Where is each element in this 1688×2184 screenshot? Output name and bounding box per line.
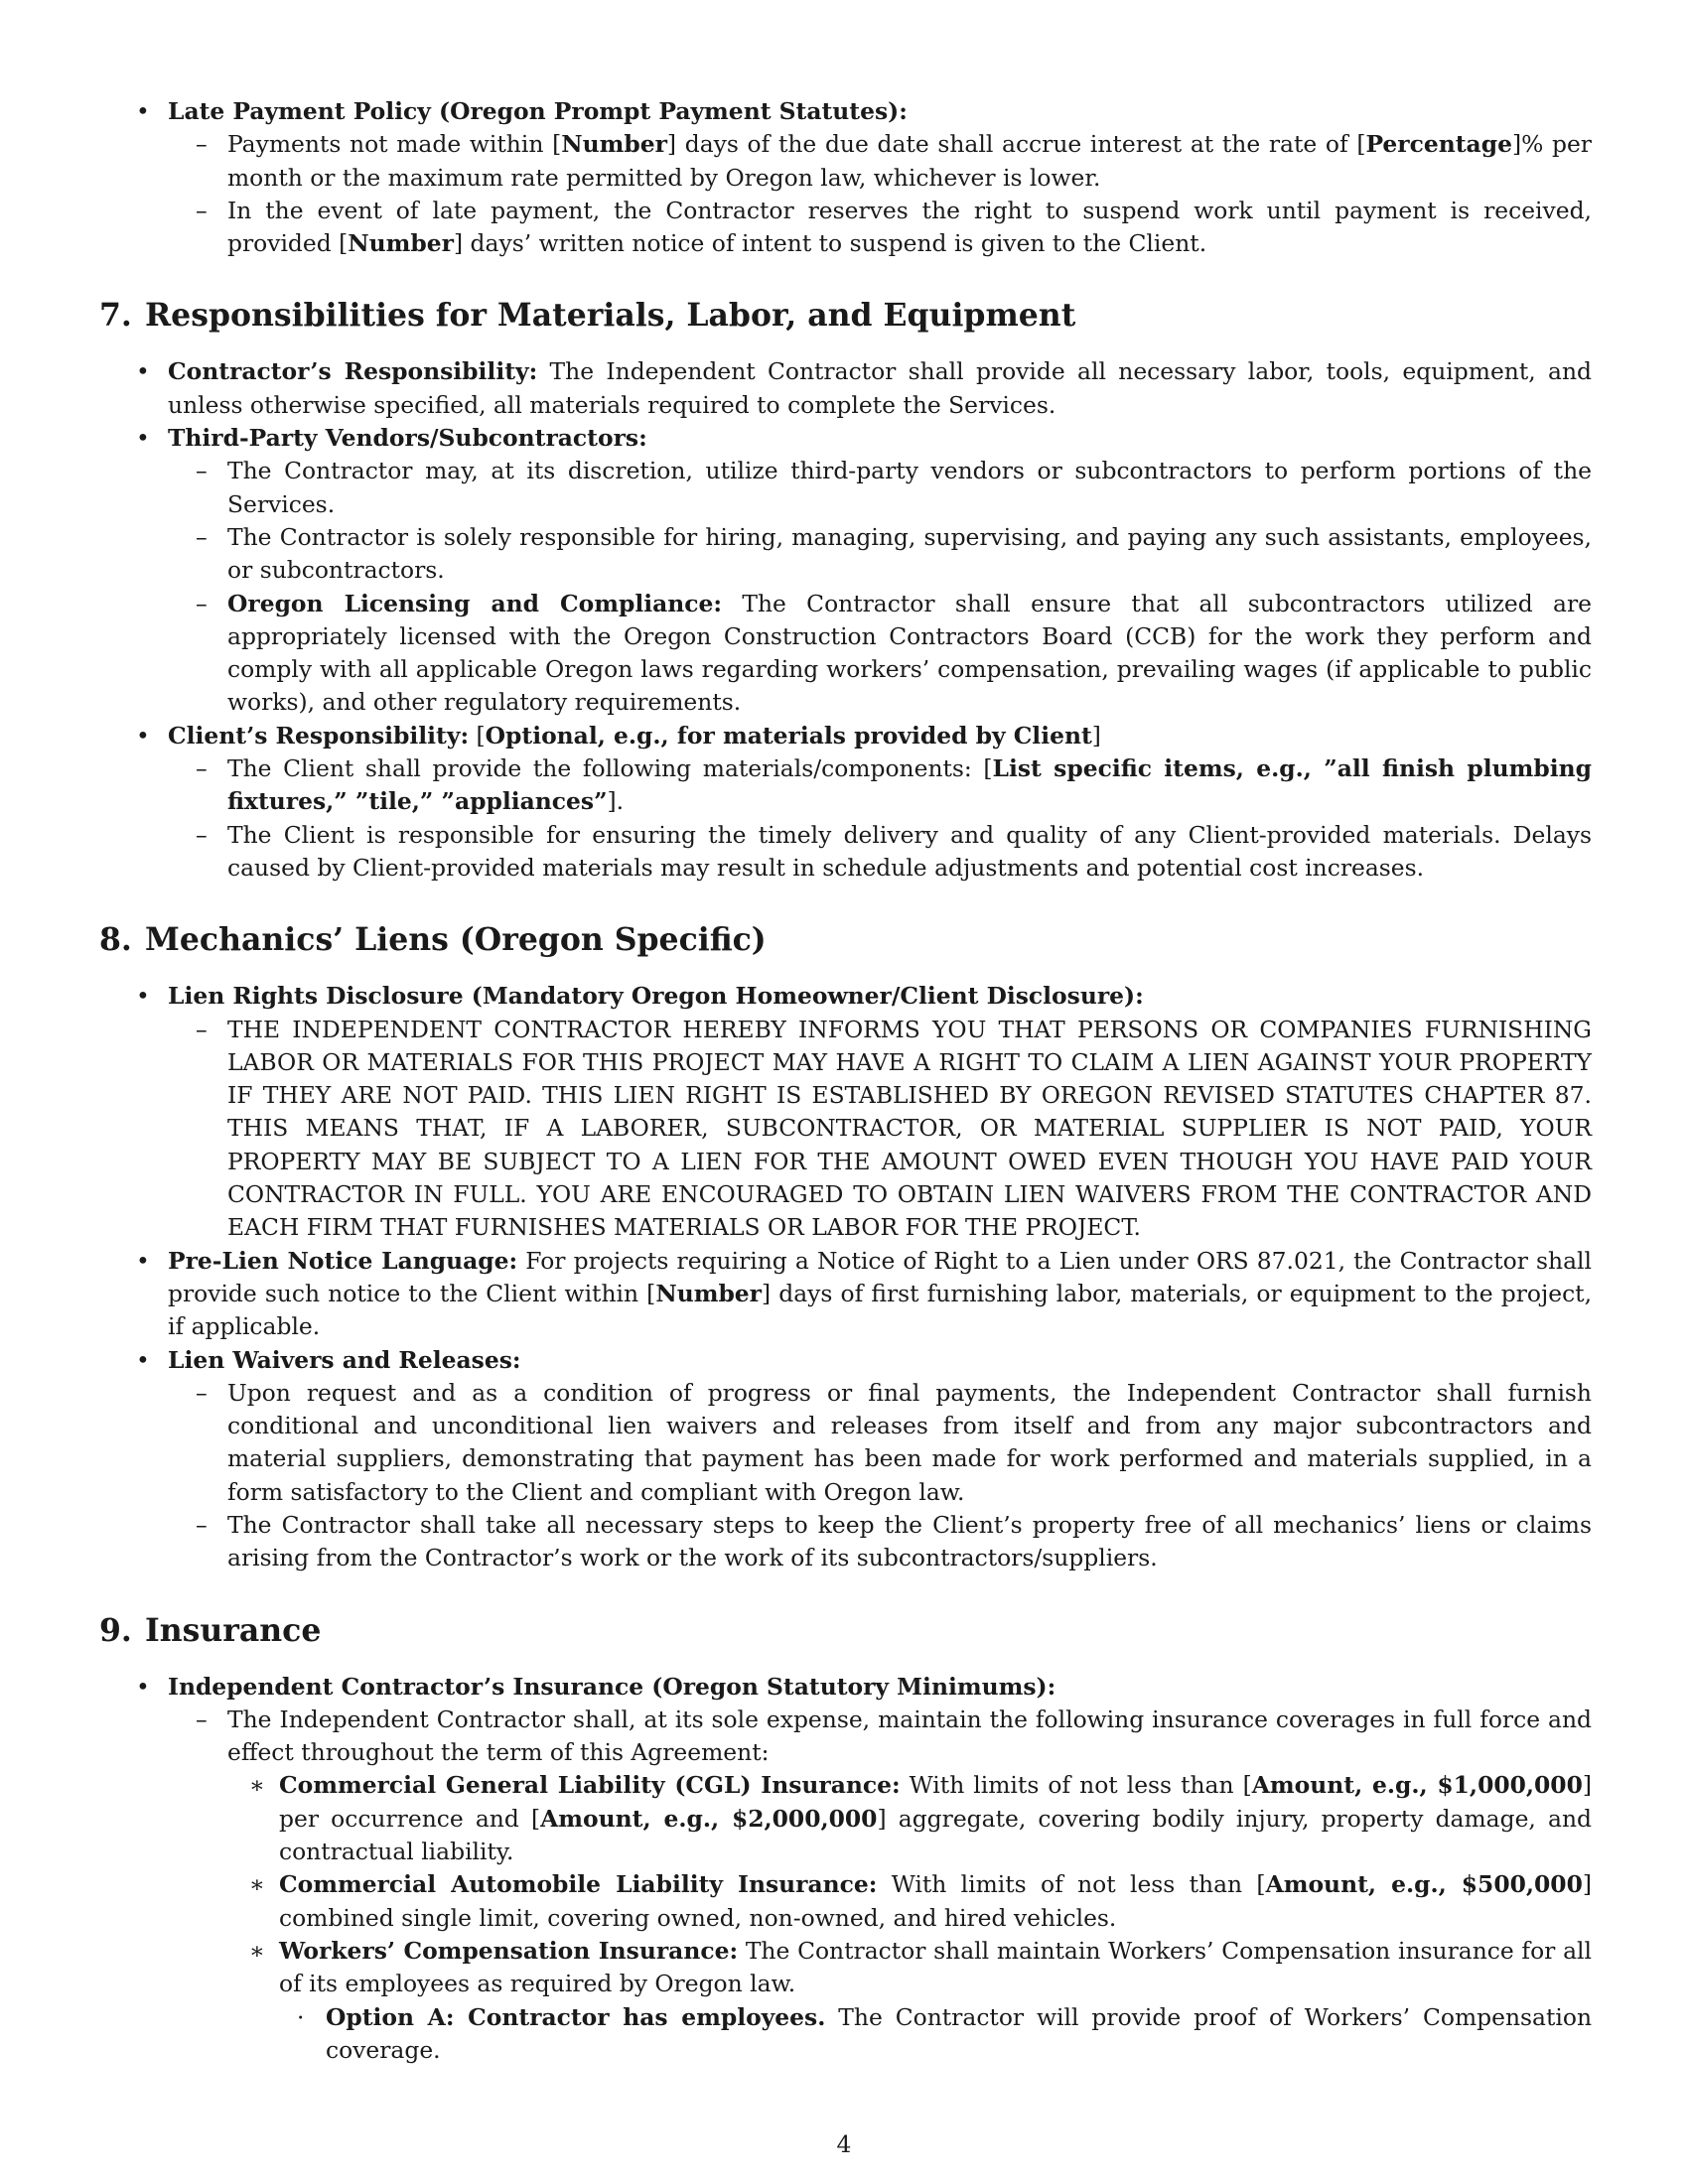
document-page	[99, 95, 1592, 2067]
section-9-title	[99, 1611, 1592, 1651]
third-party-item-1	[99, 455, 1592, 521]
bullet-marker: •	[136, 1246, 150, 1275]
label: Oregon Licensing and Compliance:	[227, 589, 723, 617]
workers-comp-insurance	[99, 1935, 1592, 2001]
text: The Contractor shall take all necessary steps to keep the Client’s property free of all mechanics’ liens or claims arising from the Contractor’s work or the work of its subcontractors/suppliers.	[227, 1510, 1592, 1572]
text: THE INDEPENDENT CONTRACTOR HEREBY INFORMS YOU THAT PERSONS OR COMPANIES FURNISHING LABOR OR MATERIALS FOR THIS PROJECT MAY HAVE A RIGHT TO CLAIM A LIEN AGAINST YOUR PROPERTY IF THEY ARE NOT PAID. THIS LIEN RIGHT IS ESTABLISHED BY OREGON REVISED STATUTES CHAPTER 87. THIS MEANS THAT, IF A LABORER, SUBCONTRACTOR, OR MATERIAL SUPPLIER IS NOT PAID, YOUR PROPERTY MAY BE SUBJECT TO A LIEN FOR THE AMOUNT OWED EVEN THOUGH YOU HAVE PAID YOUR CONTRACTOR IN FULL. YOU ARE ENCOURAGED TO OBTAIN LIEN WAIVERS FROM THE CONTRACTOR AND EACH FIRM THAT FURNISHES MATERIALS OR LABOR FOR THE PROJECT.	[227, 1015, 1592, 1242]
bullet-marker: •	[136, 424, 150, 453]
dash-marker: –	[196, 196, 208, 224]
late-payment-item-2	[99, 195, 1592, 261]
text: ] days of the due date shall accrue interest at the rate of [	[666, 130, 1366, 159]
section-number: 8.	[99, 921, 132, 959]
label: Commercial General Liability (CGL) Insurance:	[279, 1771, 901, 1800]
lien-waivers-item-1	[99, 1377, 1592, 1509]
dash-marker: –	[196, 1015, 208, 1043]
text: The Client shall provide the following materials/components: [	[227, 754, 993, 783]
client-item-1	[99, 752, 1592, 819]
placeholder: Percentage	[1365, 130, 1512, 159]
text: The Client is responsible for ensuring the timely delivery and quality of any Client-provided materials. Delays caused by Client-provided materials may result in schedule adjustments and potential cost increases.	[227, 820, 1592, 882]
label: Workers’ Compensation Insurance:	[279, 1936, 739, 1965]
dash-marker: –	[196, 589, 208, 617]
bullet-marker: •	[136, 982, 150, 1011]
late-payment-heading: Late Payment Policy (Oregon Prompt Payment Statutes):	[168, 97, 908, 125]
label: Pre-Lien Notice Language:	[168, 1246, 518, 1275]
late-payment-item-1	[99, 128, 1592, 195]
late-payment-bullet	[99, 95, 1592, 128]
label: Independent Contractor’s Insurance (Oregon Statutory Minimums):	[168, 1672, 1056, 1701]
lien-disclosure-text	[99, 1014, 1592, 1245]
third-party-item-2	[99, 521, 1592, 588]
third-party-bullet	[99, 422, 1592, 455]
section-title-text: Responsibilities for Materials, Labor, and Equipment	[145, 297, 1076, 335]
section-number: 9.	[99, 1611, 132, 1649]
text: For projects requiring a Notice of Right to a Lien under ORS 87.021, the Contractor shall provide such notice to the Client within [	[168, 1246, 1592, 1307]
text: The Contractor will provide proof of Workers’ Compensation coverage.	[326, 2002, 1593, 2064]
bullet-marker: •	[136, 721, 150, 750]
dot-marker: ·	[297, 2002, 305, 2031]
placeholder: Amount, e.g., $1,000,000	[1251, 1771, 1583, 1800]
insurance-intro	[99, 1704, 1592, 1770]
label: Option A: Contractor has employees.	[326, 2002, 826, 2031]
text: The Independent Contractor shall provide all necessary labor, tools, equipment, and unless otherwise specified, all materials required to complete the Services.	[168, 357, 1592, 419]
text: The Contractor shall ensure that all subcontractors utilized are appropriately licensed with the Oregon Construction Contractors Board (CCB) for the work they perform and comply with all applicable Oregon laws regarding workers’ compensation, prevailing wages (if applicable to public works), and other regulatory requirements.	[227, 589, 1592, 717]
lien-waivers-item-2	[99, 1509, 1592, 1575]
text: With limits of not less than [	[877, 1870, 1266, 1899]
contractor-insurance-bullet	[99, 1671, 1592, 1704]
text: Upon request and as a condition of progress or final payments, the Independent Contractor shall furnish conditional and unconditional lien waivers and releases from itself and from any major subcontractors and material suppliers, demonstrating that payment has been made for work performed and materials supplied, in a form satisfactory to the Client and compliant with Oregon law.	[227, 1378, 1592, 1506]
text: ] days’ written notice of intent to suspend is given to the Client.	[454, 229, 1207, 258]
bullet-marker: •	[136, 1672, 150, 1701]
dash-marker: –	[196, 754, 208, 783]
dash-marker: –	[196, 522, 208, 551]
label: Lien Waivers and Releases:	[168, 1345, 521, 1374]
section-8-title	[99, 920, 1592, 960]
text: ]% per month or the maximum rate permitted by Oregon law, whichever is lower.	[227, 130, 1592, 192]
label: Third-Party Vendors/Subcontractors:	[168, 424, 647, 453]
dash-marker: –	[196, 820, 208, 849]
placeholder: List specific items, e.g., ”all finish plumbing fixtures,” ”tile,” ”appliances”	[227, 754, 1592, 816]
asterisk-marker: ∗	[249, 1771, 265, 1800]
auto-insurance	[99, 1868, 1592, 1935]
bullet-marker: •	[136, 1345, 150, 1374]
text: Payments not made within [	[227, 130, 562, 159]
asterisk-marker: ∗	[249, 1870, 265, 1899]
lien-disclosure-bullet	[99, 980, 1592, 1013]
text: The Contractor may, at its discretion, utilize third-party vendors or subcontractors to perform portions of the Services.	[227, 457, 1592, 518]
label: Lien Rights Disclosure (Mandatory Oregon Homeowner/Client Disclosure):	[168, 982, 1144, 1011]
dash-marker: –	[196, 1378, 208, 1407]
section-title-text: Insurance	[145, 1611, 322, 1649]
text: The Contractor is solely responsible for hiring, managing, supervising, and paying any such assistants, employees, or subcontractors.	[227, 522, 1592, 585]
bullet-marker: •	[136, 357, 150, 386]
section-7-title	[99, 296, 1592, 336]
dash-marker: –	[196, 130, 208, 159]
text: With limits of not less than [	[900, 1771, 1252, 1800]
text: ] combined single limit, covering owned, non-owned, and hired vehicles.	[279, 1870, 1592, 1932]
label: Client’s Responsibility:	[168, 721, 470, 750]
text: The Independent Contractor shall, at its sole expense, maintain the following insurance coverages in full force and effect throughout the term of this Agreement:	[227, 1705, 1592, 1767]
text: ] per occurrence and [	[279, 1771, 1593, 1833]
label: Contractor’s Responsibility:	[168, 357, 538, 386]
label: Commercial Automobile Liability Insurance:	[279, 1870, 878, 1899]
licensing-compliance	[99, 588, 1592, 720]
placeholder: Amount, e.g., $500,000	[1265, 1870, 1583, 1899]
client-responsibility	[99, 720, 1592, 752]
text: ].	[607, 787, 625, 816]
lien-waivers-bullet	[99, 1344, 1592, 1377]
dash-marker: –	[196, 1705, 208, 1733]
dash-marker: –	[196, 457, 208, 485]
section-title-text: Mechanics’ Liens (Oregon Specific)	[145, 921, 767, 959]
page-number: 4	[836, 2130, 852, 2158]
client-item-2	[99, 819, 1592, 886]
text: ]	[1091, 721, 1101, 750]
text: [	[469, 721, 486, 750]
placeholder: Number	[348, 229, 454, 258]
dash-marker: –	[196, 1510, 208, 1539]
placeholder: Amount, e.g., $2,000,000	[540, 1804, 878, 1833]
asterisk-marker: ∗	[249, 1936, 265, 1965]
cgl-insurance	[99, 1769, 1592, 1868]
text: ] aggregate, covering bodily injury, property damage, and contractual liability.	[279, 1804, 1593, 1866]
section-number: 7.	[99, 297, 132, 335]
text: The Contractor shall maintain Workers’ Compensation insurance for all of its employees as required by Oregon law.	[279, 1936, 1592, 1998]
text: ] days of first furnishing labor, materials, or equipment to the project, if applicable.	[168, 1279, 1592, 1341]
bullet-marker: •	[136, 97, 150, 125]
placeholder: Optional, e.g., for materials provided by Client	[485, 721, 1092, 750]
option-a	[99, 2001, 1592, 2068]
placeholder: Number	[655, 1279, 763, 1307]
placeholder: Number	[561, 130, 667, 159]
text: In the event of late payment, the Contractor reserves the right to suspend work until payment is received, provided [	[227, 196, 1592, 258]
contractor-responsibility	[99, 355, 1592, 422]
pre-lien-notice	[99, 1245, 1592, 1344]
